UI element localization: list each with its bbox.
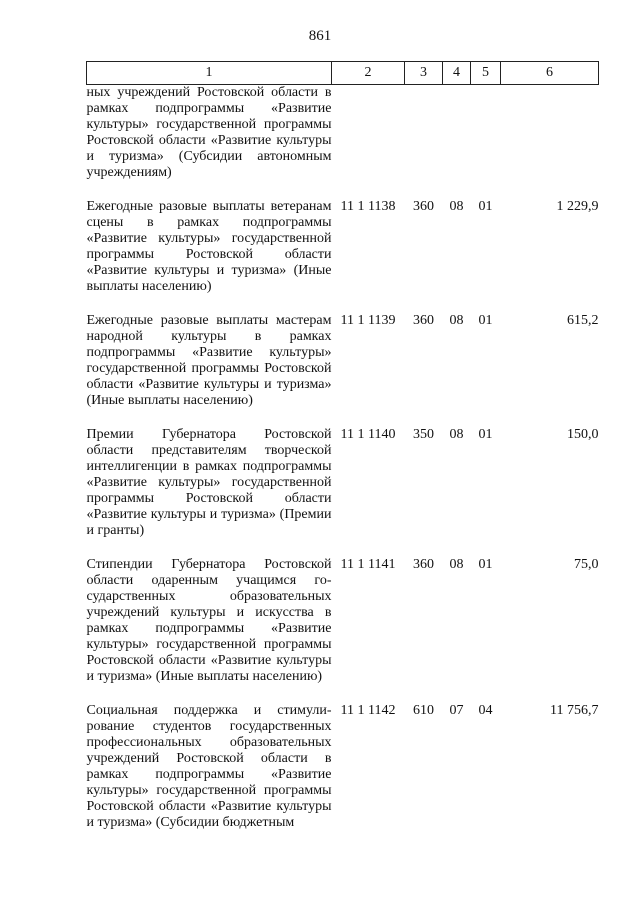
row-expense-type xyxy=(405,85,443,182)
budget-table xyxy=(86,61,599,831)
row-expense-type: 350 xyxy=(413,427,434,442)
row-amount: 11 756,7 xyxy=(550,703,599,718)
row-description: ных учреждений Ростовской области в рамках подпрограммы «Развитие культуры» государственной программы Ростовской области «Развитие культуры и туризма» (Субсидии автономным учреждениям) xyxy=(86,85,332,180)
row-description: Ежегодные разовые выплаты ветеранам сцены в рамках подпрограммы «Развитие культуры» государственной программы Ростовской области «Развитие культуры и туризма» (Иные выплаты населению) xyxy=(86,199,332,294)
row-amount: 75,0 xyxy=(574,557,599,572)
row-amount: 1 229,9 xyxy=(556,199,599,214)
row-description: Стипендии Губернатора Ростовской области одаренным учащимся государственных образовательных учреждений культуры и искусства в рамках подпрограммы «Развитие культуры» государственной программы Ростовской области «Развитие культуры и туризма» (Иные выплаты населению) xyxy=(86,557,332,684)
table-row xyxy=(87,85,599,182)
row-code xyxy=(332,85,405,182)
row-section: 08 xyxy=(449,557,464,572)
row-expense-type: 360 xyxy=(413,313,434,328)
row-spacer xyxy=(87,409,599,427)
row-expense-type: 360 xyxy=(413,199,434,214)
row-code: 11 1 1140 xyxy=(340,427,396,442)
row-spacer xyxy=(87,539,599,557)
row-spacer xyxy=(87,685,599,703)
row-description: Премии Губернатора Ростовской области представителям творческой интеллигенции в рамках подпрограммы «Развитие культуры» государственной программы Ростовской области «Развитие культуры и туризма» (Премии и гранты) xyxy=(86,427,332,538)
row-spacer xyxy=(87,295,599,313)
header-row xyxy=(87,62,599,85)
row-section: 07 xyxy=(449,703,464,718)
column-header: 6 xyxy=(501,62,599,85)
table-row xyxy=(87,199,599,295)
row-subsection: 04 xyxy=(478,703,493,718)
row-subsection: 01 xyxy=(478,313,493,328)
row-amount: 150,0 xyxy=(567,427,599,442)
row-description: Социальная поддержка и стимулирование студентов государственных профессиональных образовательных учреждений Ростовской области в рамках подпрограммы «Развитие культуры» государственной программы Ростовской области «Развитие культуры и туризма» (Субсидии бюджетным xyxy=(86,703,332,830)
column-header: 2 xyxy=(332,62,405,85)
row-amount: 615,2 xyxy=(567,313,599,328)
column-header: 1 xyxy=(87,62,332,85)
row-amount xyxy=(501,85,599,182)
row-description: Ежегодные разовые выплаты мастерам народной культуры в рамках подпрограммы «Развитие культуры» государственной программы Ростовской области «Развитие культуры и туризма» (Иные выплаты населению) xyxy=(86,313,332,408)
row-expense-type: 610 xyxy=(413,703,434,718)
page-number: 861 xyxy=(308,28,332,44)
row-subsection: 01 xyxy=(478,557,493,572)
row-subsection xyxy=(471,85,501,182)
row-expense-type: 360 xyxy=(413,557,434,572)
row-spacer xyxy=(87,181,599,199)
row-section: 08 xyxy=(449,313,464,328)
row-code: 11 1 1139 xyxy=(340,313,396,328)
table-row xyxy=(87,313,599,409)
table-row xyxy=(87,703,599,831)
column-header: 3 xyxy=(405,62,443,85)
row-section xyxy=(443,85,471,182)
row-section: 08 xyxy=(449,199,464,214)
row-subsection: 01 xyxy=(478,427,493,442)
row-subsection: 01 xyxy=(478,199,493,214)
table-row xyxy=(87,427,599,539)
row-section: 08 xyxy=(449,427,464,442)
table-row xyxy=(87,557,599,685)
row-code: 11 1 1142 xyxy=(340,703,396,718)
row-code: 11 1 1138 xyxy=(340,199,396,214)
column-header: 4 xyxy=(443,62,471,85)
column-header: 5 xyxy=(471,62,501,85)
row-code: 11 1 1141 xyxy=(340,557,396,572)
